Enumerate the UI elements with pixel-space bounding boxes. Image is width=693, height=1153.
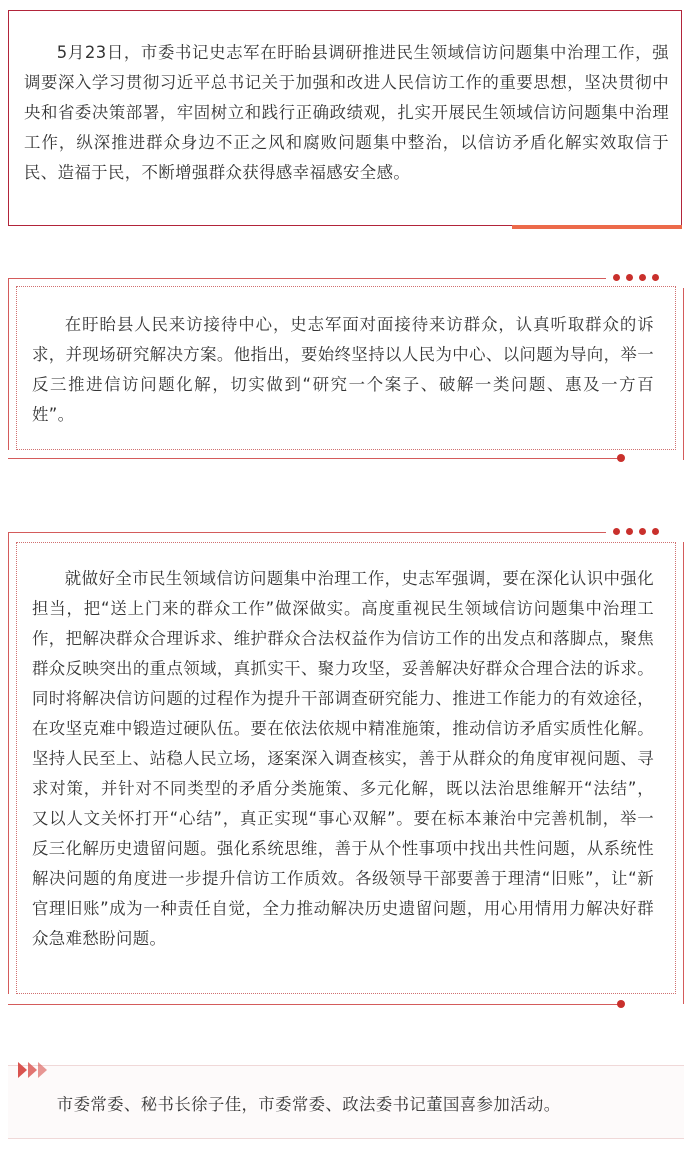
accent-bar bbox=[512, 225, 682, 229]
decor-dots bbox=[613, 274, 659, 281]
paragraph-attendees: 市委常委、秘书长徐子佳，市委常委、政法委书记董国喜参加活动。 bbox=[56, 1095, 561, 1114]
decor-end-dot bbox=[617, 1000, 625, 1008]
paragraph-emphasis: 就做好全市民生领域信访问题集中治理工作，史志军强调，要在深化认识中强化担当，把“送上门来的群众工作”做深做实。高度重视民生领域信访问题集中治理工作，把解决群众合理诉求、维护群众合法权益作为信访工作的出发点和落脚点，聚焦群众反映突出的重点领域，真抓实干、聚力攻坚，妥善解决好群众合理合法的诉求。同时将解决信访问题的过程作为提升干部调查研究能力、推进工作能力的有效途径，在攻坚克难中锻造过硬队伍。要在依法依规中精准施策，推动信访矛盾实质性化解。坚持人民至上、站稳人民立场，逐案深入调查核实，善于从群众的角度审视问题、寻求对策，并针对不同类型的矛盾分类施策、多元化解，既以法治思维解开“法结”，又以人文关怀打开“心结”，真正实现“事心双解”。要在标本兼治中完善机制，举一反三化解历史遗留问题。强化系统思维，善于从个性事项中找出共性问题，从系统性解决问题的角度进一步提升信访工作质效。各级领导干部要善于理清“旧账”，让“新官理旧账”成为一种责任自觉，全力推动解决历史遗留问题，用心用情用力解决好群众急难愁盼问题。 bbox=[32, 569, 655, 948]
arrow-icon bbox=[38, 1062, 47, 1078]
paragraph-intro: 5月23日，市委书记史志军在盱眙县调研推进民生领域信访问题集中治理工作，强调要深入学习贯彻习近平总书记关于加强和改进人民信访工作的重要思想，坚决贯彻中央和省委决策部署，牢固树立和践行正确政绩观，扎实开展民生领域信访问题集中治理工作，纵深推进群众身边不正之风和腐败问题集中整治，以信访矛盾化解实效取信于民、造福于民，不断增强群众获得感幸福感安全感。 bbox=[24, 43, 669, 182]
decor-dots bbox=[613, 528, 659, 535]
paragraph-reception: 在盱眙县人民来访接待中心，史志军面对面接待来访群众，认真听取群众的诉求，并现场研究解决方案。他指出，要始终坚持以人民为中心、以问题为导向，举一反三推进信访问题化解，切实做到“研究一个案子、破解一类问题、惠及一方百姓”。 bbox=[32, 315, 654, 424]
arrow-icon bbox=[28, 1062, 37, 1078]
arrow-icon bbox=[18, 1062, 27, 1078]
decor-end-dot bbox=[617, 454, 625, 462]
